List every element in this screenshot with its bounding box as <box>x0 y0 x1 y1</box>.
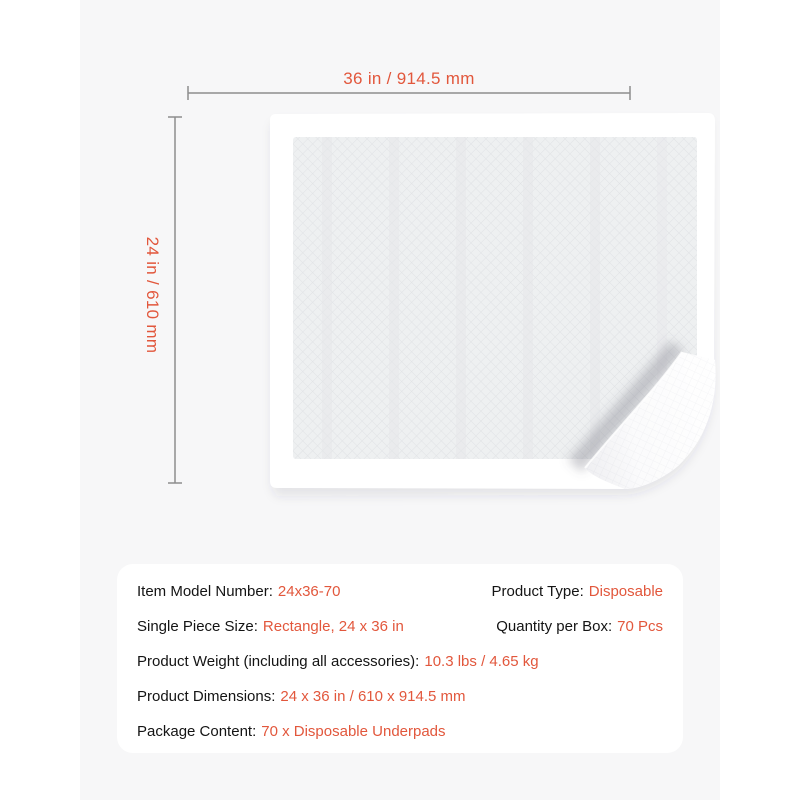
spec-value: 24x36-70 <box>277 583 341 600</box>
spec-row-weight <box>137 652 663 672</box>
spec-label: Package Content: <box>137 723 257 740</box>
spec-label: Item Model Number: <box>137 583 273 600</box>
spec-value: 70 Pcs <box>617 618 663 635</box>
spec-item-product-type <box>492 582 664 602</box>
spec-value: Rectangle, 24 x 36 in <box>262 618 404 635</box>
spec-value: Disposable <box>588 583 663 600</box>
height-dimension-line <box>168 117 182 483</box>
spec-label: Product Dimensions: <box>137 688 276 705</box>
spec-label: Product Weight (including all accessories): <box>137 653 420 670</box>
spec-label: Single Piece Size: <box>137 618 258 635</box>
spec-row-package-content <box>137 722 663 742</box>
spec-item-product-weight <box>137 652 539 672</box>
product-infographic-card <box>80 0 720 800</box>
spec-row-model-and-type <box>137 582 663 602</box>
spec-row-dimensions <box>137 687 663 707</box>
spec-value: 10.3 lbs / 4.65 kg <box>424 653 539 670</box>
spec-value: 24 x 36 in / 610 x 914.5 mm <box>280 688 466 705</box>
spec-item-quantity-per-box <box>496 617 663 637</box>
spec-value: 70 x Disposable Underpads <box>261 723 446 740</box>
spec-panel <box>117 564 683 753</box>
width-dimension-label: 36 in / 914.5 mm <box>343 69 475 88</box>
spec-item-model-number <box>137 582 340 602</box>
height-dimension-label: 24 in / 610 mm <box>143 236 162 354</box>
spec-label: Product Type: <box>491 583 584 600</box>
spec-item-product-dimensions <box>137 687 466 707</box>
spec-label: Quantity per Box: <box>496 618 613 635</box>
spec-item-single-piece-size <box>137 617 404 637</box>
spec-item-package-content <box>137 722 446 742</box>
spec-row-size-and-quantity <box>137 617 663 637</box>
